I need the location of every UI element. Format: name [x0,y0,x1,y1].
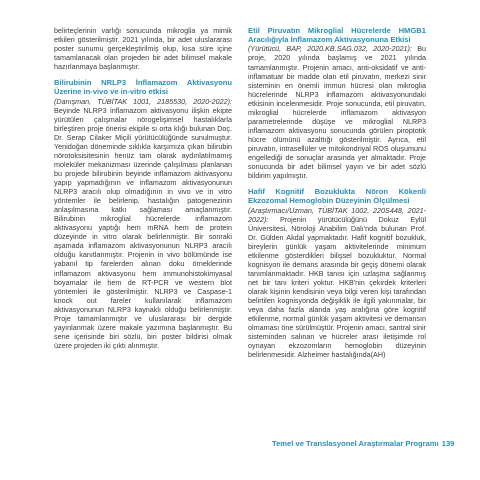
section-hkb-body [248,206,426,360]
project-reference: (Araştırmacı/Uzman, TÜBİTAK 1002, 220S448, 2021-2022): [248,205,426,224]
section-heading-bilirubin: Bilirubinin NRLP3 İnflamazom Aktivasyonu Üzerine in-vivo ve in-vitro etkisi [54,78,232,97]
project-reference: (Yürütücü, BAP, 2020.KB.SAG.032, 2020-2021): [248,44,412,54]
page-number: 139 [441,439,455,448]
section-etil-piruvat-body [248,44,426,180]
section-heading-hkb: Hafif Kognitif Bozuklukta Nöron Kökenli Ekzozomal Hemoglobin Düzeyinin Ölçülmesi [248,187,426,206]
section-body-text: Bu proje, 2020 yılında başlamış ve 2021 yılında tamamlanmıştır. Projenin amacı, anti-oksidatif ve anti-inflamatuar bir madde olan etil piruvatın, merkezi sinir sisteminin en önemli immun hücresi olan mikroglia hücrelerinde NLRP3 inflamazom aktivasyonundaki etkisinin incelenmesidir. Proje sonucunda, etil piruvatın, mikroglial hücrelerde inflamazom aktivasyon parametrelerinde düşüşe ve mikroglial NLRP3 inflamazom aktivasyonu sonucunda görülen piroptotik hücre ölümünü azalttığı gösterilmiştir. Ayrıca, etil piruvatın, intrasellüler ve mitokondriyal ROS oluşumunu engellediği de sonuçlar arasında yer almaktadır. Proje sonucunda bir adet bilimsel yayın ve bir adet sözlü bildirim yapılmıştır. [248,44,426,181]
paragraph-intro: belirteçlerinin varlığı sonucunda mikroglia ya mimik etkileri gösterilmiştir. 2021 yılında, bir adet uluslararası poster sunumu gerçekleştirilmiş olup, kısa süre içine tamamlanacak olan projeden bir adet bilimsel makale hazırlanmaya başlanmıştır. [54,26,232,72]
left-column [54,26,232,350]
section-body-text: Beyinde NLRP3 inflamazom aktivasyonu ilişkin ekipte yürütülen çalışmalar nörogelişimsel hastalıklarla birleştiren proje önerisi ekipile sı orta klığı bulunan Doç. Dr. Serap Cilaker Miçili yürütücülüğünde sunulmuştur. Yenidoğan döneminde sıklıkla karşımıza çıkan bilirubin nörotoksisitesinin henüz tam olarak aydınlatılmamış moleküler mekanizması üzerinde çalışılması planlanan bu projede bilirubinin beyinde inflamazom aktivasyonu yapıp yapmadığının ve inflamazom aktivasyonunun NLRP3 aracılı olup olmadığının in vivo ve in vitro yöntemler ile belirlenip, hastalığın patogenezinin anlaşılmasına katkı sağlaması amaçlanmıştır. Bilirubinin mikroglial hücrelerde inflamazom aktivasyonu yaptığı hem mRNA hem de protein düzeyinde in vitro olarak belirlenmiştir. Bir sonraki aşamada inflamazom aktivasyonunun NLRP3 aracılı olduğu kanıtlanmıştır. Projenin in vivo bölümünde ise yabanıl tip farelerden alınan doku örneklerinde inflamazom aktivasyonu hem immunohistokimyasal boyamalar ile hem de RT-PCR ve western blot yöntemleri ile gösterilmiştir. NLRP3 ve Caspase-1 knock out fareler kullanılarak inflamazom aktivasyonunun NLRP3 kaynaklı olduğu belirlenmiştir. Proje tamamlanmıştır ve uluslararası bir dergide yayınlanmak üzere makale yazımına başlanmıştır. Bu sene içerisinde biri sözlü, biri poster bildirisi olmak üzere projeden iki çıktı alınmıştır. [54,105,232,350]
footer-title: Temel ve Translasyonel Araştırmalar Programı [272,439,439,448]
section-body-text: Projenin yürütücülüğünü Dokuz Eylül Üniversitesi, Nöroloji Anabilim Dalı'nda bulunan Prof. Dr. Gülden Akdal yapmaktadır. Hafif kognitif bozukluk, bireylerin günlük yaşam aktivitelerinde minimum etkilenme gösterdikleri bilişsel bozukluktur. Normal kognisyon ile demans arasında bir geçiş dönemi olarak tanımlanmaktadır. HKB tanısı için uzlaşma sağlanmış net bir tanı kriteri yoktur. HKB'nin çekirdek kriterleri olarak kişinin kendisinin veya bilgi veren kişi tarafından belirtilen kognisyonda değişiklik ile ilgili yakınmalar, bir veya daha fazla alanda yaş aralığına göre kognitif etkilenme, normal günlük yaşam aktivitesi ve demansın olmaması öne sürülmüştür. Projenin amacı, santral sinir sisteminden salınan ve hücreler arası iletişimde rol oynayan ekzozomların hemoglobin düzeyinin belirlenmesidir. Alzheimer hastalığında(AH) [248,214,427,360]
page-footer [272,439,454,448]
project-reference: (Danışman, TÜBİTAK 1001, 2185530, 2020-2022): [54,96,232,106]
section-heading-etil-piruvat: Etil Piruvatın Mikroglial Hücrelerde HMGB1 Aracılığıyla İnflamazom Aktivasyonuna Etkisi [248,26,426,45]
right-column [248,26,426,359]
section-bilirubin-body [54,97,232,350]
